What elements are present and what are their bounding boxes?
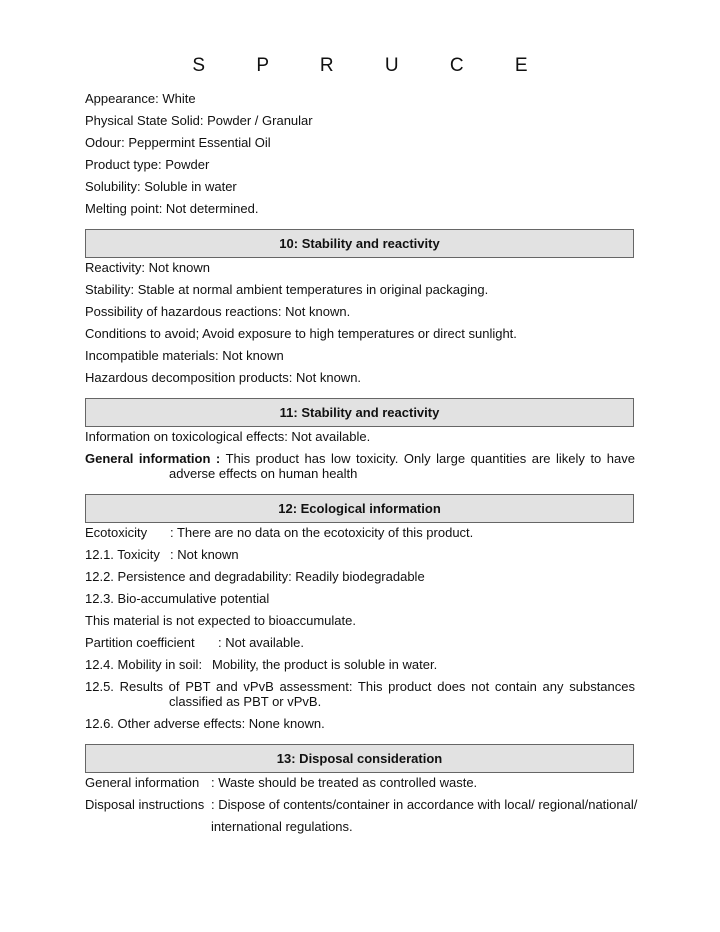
physical-state-line: Physical State Solid: Powder / Granular (85, 113, 313, 128)
toxicity-row (85, 547, 239, 563)
incompatible-materials-line: Incompatible materials: Not known (85, 348, 284, 363)
toxicity-label: 12.1. Toxicity (85, 547, 160, 562)
section-10-header: 10: Stability and reactivity (85, 229, 634, 258)
section-12-header: 12: Ecological information (85, 494, 634, 523)
solubility-line: Solubility: Soluble in water (85, 179, 237, 194)
melting-point-line: Melting point: Not determined. (85, 201, 259, 216)
toxicity-value: : Not known (170, 547, 239, 562)
section-11-header: 11: Stability and reactivity (85, 398, 634, 427)
partition-row (85, 635, 304, 651)
reactivity-line: Reactivity: Not known (85, 260, 210, 275)
bioaccumulative-line: 12.3. Bio-accumulative potential (85, 591, 270, 606)
stability-line: Stability: Stable at normal ambient temperatures in original packaging. (85, 282, 489, 297)
partition-label: Partition coefficient (85, 635, 195, 650)
ecotoxicity-label: Ecotoxicity (85, 525, 148, 540)
not-expected-line: This material is not expected to bioaccumulate. (85, 613, 356, 628)
disposal-instructions-label: Disposal instructions (85, 797, 205, 812)
decomposition-products-line: Hazardous decomposition products: Not known. (85, 370, 362, 385)
section-13-header: 13: Disposal consideration (85, 744, 634, 773)
general-information-paragraph (85, 451, 635, 467)
general-information-text: This product has low toxicity. Only large quantities are likely to have (225, 451, 635, 466)
pbt-assessment-line: 12.5. Results of PBT and vPvB assessment: This product does not contain any substances (85, 679, 635, 694)
toxicological-effects-line: Information on toxicological effects: Not available. (85, 429, 371, 444)
ecotoxicity-row (85, 525, 473, 541)
disposal-instructions-row (85, 797, 637, 813)
conditions-to-avoid-line: Conditions to avoid; Avoid exposure to high temperatures or direct sunlight. (85, 326, 517, 341)
other-adverse-effects-line: 12.6. Other adverse effects: None known. (85, 716, 325, 731)
disposal-instructions-continuation: international regulations. (211, 819, 353, 834)
mobility-row (85, 657, 437, 673)
product-type-line: Product type: Powder (85, 157, 210, 172)
disposal-general-value: : Waste should be treated as controlled waste. (211, 775, 478, 790)
disposal-instructions-value: : Dispose of contents/container in accordance with local/ regional/national/ (211, 797, 638, 812)
general-information-label: General information : (85, 451, 221, 466)
odour-line: Odour: Peppermint Essential Oil (85, 135, 271, 150)
brand-title: S P R U C E (192, 55, 551, 76)
disposal-general-row (85, 775, 477, 791)
appearance-line: Appearance: White (85, 91, 196, 106)
partition-value: : Not available. (218, 635, 304, 650)
mobility-label: 12.4. Mobility in soil: (85, 657, 203, 672)
ecotoxicity-value: : There are no data on the ecotoxicity of this product. (170, 525, 474, 540)
mobility-value: Mobility, the product is soluble in water. (212, 657, 438, 672)
hazardous-reactions-line: Possibility of hazardous reactions: Not known. (85, 304, 351, 319)
persistence-line: 12.2. Persistence and degradability: Readily biodegradable (85, 569, 425, 584)
pbt-assessment-continuation: classified as PBT or vPvB. (169, 694, 322, 709)
disposal-general-label: General information (85, 775, 200, 790)
general-information-continuation: adverse effects on human health (169, 466, 358, 481)
